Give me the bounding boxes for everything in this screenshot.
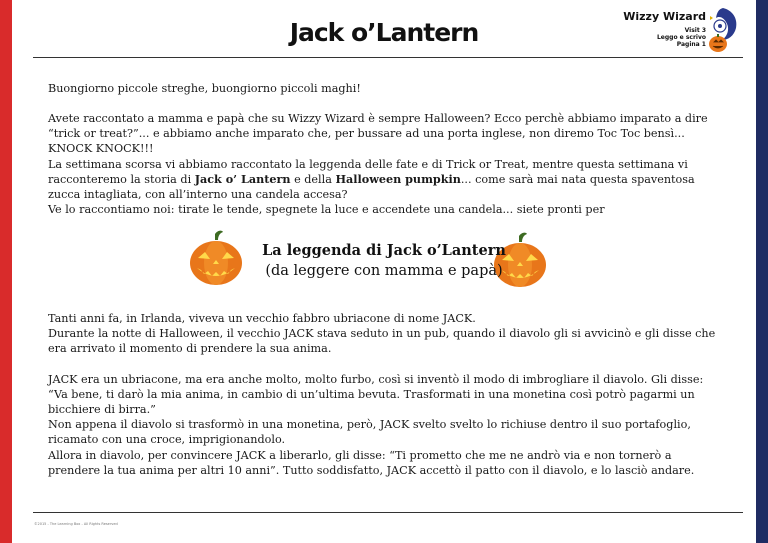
story-text-3: Allora in diavolo, per convincere JACK a liberarlo, gli disse: “Ti prometto che me ne andrò via e non tornerò a prendere la tua anima per altri 10 anni”. Tutto soddisfatto, JACK accettò il patto con il diavolo, e lo lasciò andare. [48,449,695,477]
header-divider [33,57,743,58]
jack-bold: Jack o’ Lantern [194,172,291,186]
intro-text-3: Ve lo raccontiamo noi: tirate le tende, spegnete la luce e accendete una candela... siete pronti per [48,203,605,216]
brand-page: Pagina 1 [676,41,706,48]
footer-divider [33,512,743,513]
pumpkin-bold: Halloween pumpkin [335,172,461,186]
intro-paragraph-1 [48,111,718,156]
story-text-2a: JACK era un ubriacone, ma era anche molto, molto furbo, così si inventò il modo di imbrogliare il diavolo. Gli disse: “Va bene, ti darò la mia anima, in cambio di un’ultima bevuta. Trasformati in una monetina così potrò pagarmi un bicchiere di birra.” [48,373,704,416]
brand-visit: Visit 3 [684,27,706,34]
legend-subtitle: (da leggere con mamma e papà) [265,263,503,279]
copyright-text: ©2015 - The Learning Box - All Rights Reserved [34,522,118,526]
greeting-text: Buongiorno piccole streghe, buongiorno piccoli maghi! [48,82,361,95]
story-paragraph-1 [48,311,718,356]
intro-text-2: La settimana scorsa vi abbiamo raccontato la leggenda delle fate e di Trick or Treat, mentre questa settimana vi racconteremo la storia di Jack o’ Lantern e della Halloween pumpkin... come sarà mai nata questa spaventosa zucca intagliata, con all’interno una candela accesa? [48,158,695,201]
story-paragraph-2 [48,372,718,447]
story-text-2b: Non appena il diavolo si trasformò in una monetina, però, JACK svelto svelto lo richiuse dentro il suo portafoglio, ricamato con una croce, imprigionandolo. [48,418,691,446]
brand-block [623,10,740,54]
story-text-1b: Durante la notte di Halloween, il vecchio JACK stava seduto in un pub, quando il diavolo gli si avvicinò e gli disse che era arrivato il momento di prendere la sua anima. [48,327,716,355]
story-text-1a: Tanti anni fa, in Irlanda, viveva un vecchio fabbro ubriacone di nome JACK. [48,312,476,325]
intro-greeting [48,81,718,96]
intro-text-1: Avete raccontato a mamma e papà che su Wizzy Wizard è sempre Halloween? Ecco perchè abbiamo imparato a dire “trick or treat?”... e abbiamo anche imparato che, per bussare ad una porta inglese, non diremo Toc Toc bensì... KNOCK KNOCK!!! [48,112,708,155]
brand-name: Wizzy Wizard [623,10,706,23]
legend-title: La leggenda di Jack o’Lantern [262,242,506,259]
page-title: Jack o’Lantern [289,18,479,47]
intro-paragraph-2 [48,157,718,217]
brand-section: Leggo e scrivo [656,34,706,41]
legend-heading [0,241,768,281]
story-paragraph-3 [48,448,718,478]
wizard-logo-icon [706,6,740,54]
